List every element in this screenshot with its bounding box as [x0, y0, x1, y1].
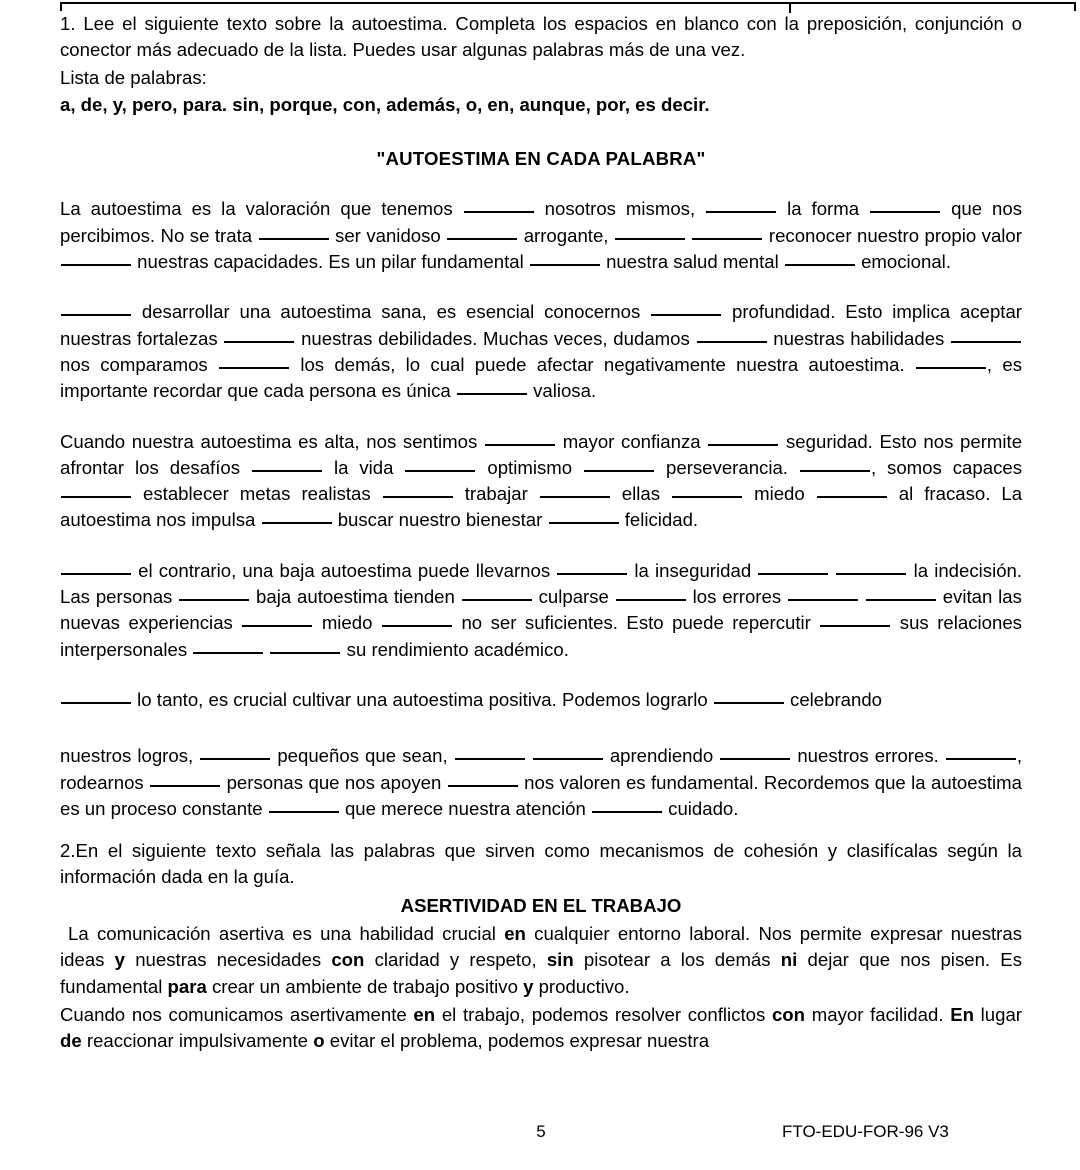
cohesion-word: con [331, 949, 365, 971]
text-fragment: Cuando nuestra autoestima es alta, nos sentimos [60, 430, 478, 452]
text-fragment: Cuando nos comunicamos asertivamente [60, 1003, 414, 1025]
text-fragment: crear un ambiente de trabajo positivo [206, 975, 524, 997]
paragraph-6 [60, 743, 1022, 822]
text-fragment: la inseguridad [634, 559, 752, 581]
blank-field[interactable] [269, 798, 339, 813]
blank-field[interactable] [697, 328, 767, 343]
text-fragment: establecer metas realistas [143, 483, 371, 505]
text-fragment: perseverancia. [666, 456, 788, 478]
text-fragment: reaccionar impulsivamente [81, 1030, 314, 1052]
text-fragment: los demás, lo cual puede afectar negativamente nuestra autoestima. [300, 353, 905, 375]
cohesion-word: y [114, 949, 125, 971]
blank-field[interactable] [462, 586, 532, 601]
blank-field[interactable] [61, 483, 131, 498]
blank-field[interactable] [615, 225, 685, 240]
paragraph-2 [60, 299, 1022, 404]
paragraph-5 [60, 687, 1022, 713]
blank-field[interactable] [866, 586, 936, 601]
text-fragment: seguridad. Esto nos permite afrontar los desafíos [60, 430, 1023, 478]
exercise2-title: ASERTIVIDAD EN EL TRABAJO [400, 894, 682, 916]
blank-field[interactable] [448, 772, 518, 787]
text-fragment: reconocer nuestro propio valor [768, 224, 1022, 246]
text-fragment: claridad y respeto, [364, 949, 547, 971]
cohesion-word: con [771, 1003, 806, 1025]
header-table-remnant [60, 2, 1076, 11]
blank-field[interactable] [706, 198, 776, 213]
text-fragment: nuestras necesidades [125, 949, 332, 971]
paragraph-3 [60, 429, 1022, 534]
blank-field[interactable] [708, 431, 778, 446]
blank-field[interactable] [219, 354, 289, 369]
text-fragment: aprendiendo [609, 745, 714, 767]
text-fragment: pequeños que sean, [277, 745, 448, 767]
cohesion-word: en [413, 1003, 436, 1025]
blank-field[interactable] [383, 483, 453, 498]
cohesion-word: En [950, 1003, 974, 1025]
blank-field[interactable] [405, 457, 475, 472]
blank-field[interactable] [540, 483, 610, 498]
paragraph-1 [60, 196, 1022, 275]
blank-field[interactable] [692, 225, 762, 240]
text-fragment: miedo [754, 483, 805, 505]
text-fragment: arrogante, [523, 224, 609, 246]
text-fragment: personas que nos apoyen [226, 771, 442, 793]
paragraph-4 [60, 558, 1022, 663]
blank-field[interactable] [464, 198, 534, 213]
blank-field[interactable] [252, 457, 322, 472]
cohesion-word: o [313, 1030, 325, 1052]
text-fragment: celebrando [790, 688, 883, 710]
text-fragment: su rendimiento académico. [346, 638, 569, 660]
blank-field[interactable] [447, 225, 517, 240]
blank-field[interactable] [946, 745, 1016, 760]
blank-field[interactable] [549, 509, 619, 524]
blank-field[interactable] [616, 586, 686, 601]
blank-field[interactable] [758, 560, 828, 575]
text-fragment: buscar nuestro bienestar [337, 509, 543, 531]
blank-field[interactable] [817, 483, 887, 498]
text-fragment: que merece nuestra atención [344, 797, 586, 819]
page-number: 5 [536, 1122, 546, 1141]
text-fragment: , es importante recordar que cada persona es única [60, 353, 1022, 402]
blank-field[interactable] [714, 689, 784, 704]
blank-field[interactable] [672, 483, 742, 498]
blank-field[interactable] [179, 586, 249, 601]
text-fragment: dejar que nos pisen. Es fundamental [60, 949, 1022, 997]
text-fragment: evitar el problema, podemos expresar nuestra [324, 1030, 710, 1052]
text-fragment: miedo [321, 612, 373, 634]
cohesion-word: en [504, 923, 526, 945]
text-fragment: evitan las nuevas experiencias [60, 586, 1022, 634]
blank-field[interactable] [382, 612, 452, 627]
text-fragment: cuidado. [668, 797, 739, 819]
text-fragment: mayor confianza [562, 430, 701, 452]
exercise1-instruction: 1. Lee el siguiente texto sobre la autoestima. Completa los espacios en blanco con la preposición, conjunción o conector más adecuado de la lista. Puedes usar algunas palabras más de una vez. [60, 13, 1022, 61]
text-fragment: nuestros errores. [797, 745, 939, 767]
text-fragment: la vida [333, 456, 394, 478]
blank-field[interactable] [720, 745, 790, 760]
blank-field[interactable] [457, 380, 527, 395]
form-code: FTO-EDU-FOR-96 V3 [782, 1122, 949, 1141]
blank-field[interactable] [262, 509, 332, 524]
text-fragment: productivo. [533, 975, 630, 997]
text-fragment: nos valoren es fundamental. Recordemos que la autoestima es un proceso constante [60, 771, 1023, 819]
text-fragment: , somos capaces [870, 456, 1023, 478]
word-list: a, de, y, pero, para. sin, porque, con, además, o, en, aunque, por, es decir. [60, 93, 710, 115]
text-fragment: los errores [692, 586, 782, 608]
blank-field[interactable] [61, 301, 131, 316]
text-fragment: nuestras debilidades. Muchas veces, dudamos [301, 327, 690, 349]
blank-field[interactable] [592, 798, 662, 813]
text-fragment: el contrario, una baja autoestima puede llevarnos [138, 559, 551, 581]
text-fragment: la forma [787, 198, 860, 220]
blank-field[interactable] [242, 612, 312, 627]
blank-field[interactable] [785, 251, 855, 266]
blank-field[interactable] [916, 354, 986, 369]
text-fragment: La autoestima es la valoración que tenemos [60, 198, 453, 220]
blank-field[interactable] [150, 772, 220, 787]
exercise2-paragraph-2 [60, 1002, 1022, 1055]
blank-field[interactable] [224, 328, 294, 343]
text-fragment: nuestras capacidades. Es un pilar fundamental [137, 251, 524, 273]
blank-field[interactable] [455, 745, 525, 760]
text-fragment: cualquier entorno laboral. Nos permite expresar nuestras ideas [60, 923, 1022, 971]
exercise2-paragraph-1 [60, 921, 1022, 1000]
text-fragment: optimismo [487, 456, 573, 478]
text-fragment: nuestra salud mental [606, 251, 779, 273]
blank-field[interactable] [800, 457, 870, 472]
word-list-label: Lista de palabras: [60, 66, 207, 88]
text-fragment: que nos percibimos. No se trata [60, 198, 1023, 246]
document-content [60, 11, 1022, 1055]
blank-field[interactable] [651, 301, 721, 316]
text-fragment: felicidad. [624, 509, 699, 531]
text-fragment: lugar [973, 1003, 1023, 1025]
text-fragment: , rodearnos [60, 745, 1023, 793]
text-fragment: valiosa. [533, 380, 597, 402]
text-fragment: el trabajo, podemos resolver conflictos [435, 1003, 772, 1025]
text-fragment: ser vanidoso [335, 224, 441, 246]
text-fragment: nosotros mismos, [544, 198, 696, 220]
text-fragment: ellas [621, 483, 661, 505]
page-footer [60, 1122, 1022, 1146]
blank-field[interactable] [533, 745, 603, 760]
text-fragment: lo tanto, es crucial cultivar una autoestima positiva. Podemos lograrlo [137, 688, 708, 710]
text-fragment: al fracaso. La autoestima nos impulsa [60, 483, 1023, 531]
text-fragment: La comunicación asertiva es una habilidad crucial [68, 923, 505, 945]
blank-field[interactable] [557, 560, 627, 575]
blank-field[interactable] [951, 328, 1021, 343]
text-fragment: pisotear a los demás [573, 949, 781, 971]
text-fragment: nos comparamos [60, 353, 208, 375]
cohesion-word: de [60, 1030, 82, 1052]
text-fragment: nuestros logros, [60, 745, 194, 767]
blank-field[interactable] [270, 639, 340, 654]
text-fragment: trabajar [464, 483, 528, 505]
exercise1-title: "AUTOESTIMA EN CADA PALABRA" [376, 148, 706, 170]
text-fragment: emocional. [861, 251, 951, 273]
text-fragment: mayor facilidad. [805, 1003, 951, 1025]
text-fragment: no ser suficientes. Esto puede repercutir [461, 612, 811, 634]
cohesion-word: y [523, 975, 534, 997]
cohesion-word: ni [780, 949, 798, 971]
text-fragment: desarrollar una autoestima sana, es esencial conocernos [141, 301, 641, 323]
text-fragment: baja autoestima tienden [256, 586, 455, 608]
text-fragment: sus relaciones interpersonales [60, 612, 1022, 660]
blank-field[interactable] [485, 431, 555, 446]
blank-field[interactable] [530, 251, 600, 266]
blank-field[interactable] [61, 689, 131, 704]
blank-field[interactable] [259, 225, 329, 240]
blank-field[interactable] [870, 198, 940, 213]
text-fragment: profundidad. Esto implica aceptar nuestras fortalezas [60, 301, 1023, 349]
cohesion-word: para [167, 975, 207, 997]
blank-field[interactable] [788, 586, 858, 601]
blank-field[interactable] [200, 745, 270, 760]
exercise2-instruction: 2.En el siguiente texto señala las palabras que sirven como mecanismos de cohesión y clasifícalas según la información dada en la guía. [60, 840, 1022, 888]
text-fragment: culparse [538, 586, 609, 608]
cohesion-word: sin [546, 949, 574, 971]
text-fragment: la indecisión. Las personas [60, 559, 1023, 608]
blank-field[interactable] [193, 639, 263, 654]
blank-field[interactable] [61, 560, 131, 575]
blank-field[interactable] [820, 612, 890, 627]
blank-field[interactable] [584, 457, 654, 472]
blank-field[interactable] [836, 560, 906, 575]
blank-field[interactable] [61, 251, 131, 266]
text-fragment: nuestras habilidades [773, 327, 945, 349]
